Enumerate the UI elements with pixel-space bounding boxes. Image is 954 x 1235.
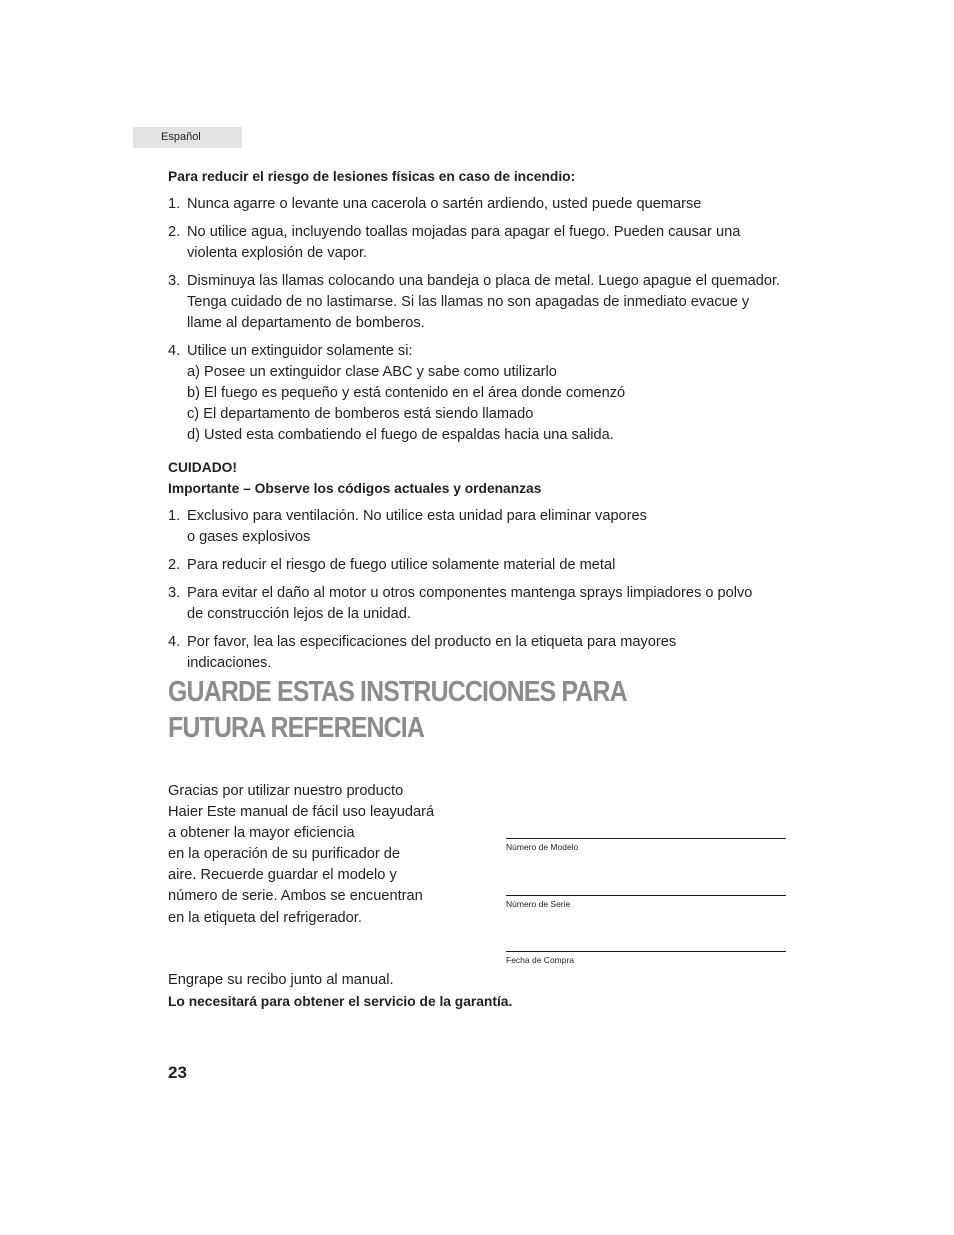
sub-list-item: a) Posee un extinguidor clase ABC y sabe como utilizarlo: [187, 364, 557, 380]
main-content: [168, 166, 788, 681]
purchase-date-label: Fecha de Compra: [506, 955, 575, 965]
list-item: 2. Para reducir el riesgo de fuego utilice solamente material de metal: [168, 557, 616, 573]
page-number: 23: [168, 1063, 187, 1082]
save-instructions-heading: GUARDE ESTAS INSTRUCCIONES PARA FUTURA REFERENCIA: [168, 676, 627, 744]
fire-section-title: Para reducir el riesgo de lesiones físicas en caso de incendio:: [168, 169, 576, 184]
serial-number-field: [506, 895, 786, 909]
list-item: 4. Por favor, lea las especificaciones del producto en la etiqueta para mayores indicaciones.: [168, 634, 677, 671]
language-tab: Español: [133, 127, 242, 148]
purchase-date-field: [506, 951, 786, 965]
list-item: 3. Para evitar el daño al motor u otros componentes mantenga sprays limpiadores o polvo de construcción lejos de la unidad.: [168, 585, 753, 622]
sub-list-item: b) El fuego es pequeño y está contenido en el área donde comenzó: [187, 385, 626, 401]
model-number-field: [506, 838, 786, 852]
extinguisher-conditions: [187, 362, 788, 446]
model-number-label: Número de Modelo: [506, 842, 579, 852]
staple-receipt-note: Engrape su recibo junto al manual. Lo necesitará para obtener el servicio de la garantía.: [168, 972, 513, 1009]
caution-list: [168, 506, 788, 674]
list-item: 1. Nunca agarre o levante una cacerola o sartén ardiendo, usted puede quemarse: [168, 196, 702, 212]
thanks-paragraph: Gracias por utilizar nuestro producto Haier Este manual de fácil uso leayudará a obtener la mayor eficiencia en la operación de su purificador de aire. Recuerde guardar el modelo y número de serie. Ambos se encuentran en la etiqueta del refrigerador.: [168, 783, 435, 926]
fire-list: [168, 194, 788, 446]
serial-number-label: Número de Serie: [506, 899, 571, 909]
list-item: 4. Utilice un extinguidor solamente si: a) Posee un extinguidor clase ABC y sabe como utilizarlo b) El fuego es pequeño y está contenido en el área donde comenzó c) El departamento de bomberos está siendo llamado d) Usted esta combatiendo el fuego de espaldas hacia una salida.: [168, 341, 788, 446]
list-item: 2. No utilice agua, incluyendo toallas mojadas para apagar el fuego. Pueden causar una violenta explosión de vapor.: [168, 224, 741, 261]
caution-title: CUIDADO!: [168, 460, 237, 475]
list-item: 1. Exclusivo para ventilación. No utilice esta unidad para eliminar vapores o gases explosivos: [168, 508, 647, 545]
sub-list-item: c) El departamento de bomberos está siendo llamado: [187, 406, 534, 422]
caution-subtitle: Importante – Observe los códigos actuales y ordenanzas: [168, 481, 542, 496]
list-item: 3. Disminuya las llamas colocando una bandeja o placa de metal. Luego apague el quemador. Tenga cuidado de no lastimarse. Si las llamas no son apagadas de inmediato evacue y llame al departamento de bomberos.: [168, 273, 781, 331]
sub-list-item: d) Usted esta combatiendo el fuego de espaldas hacia una salida.: [187, 427, 614, 443]
